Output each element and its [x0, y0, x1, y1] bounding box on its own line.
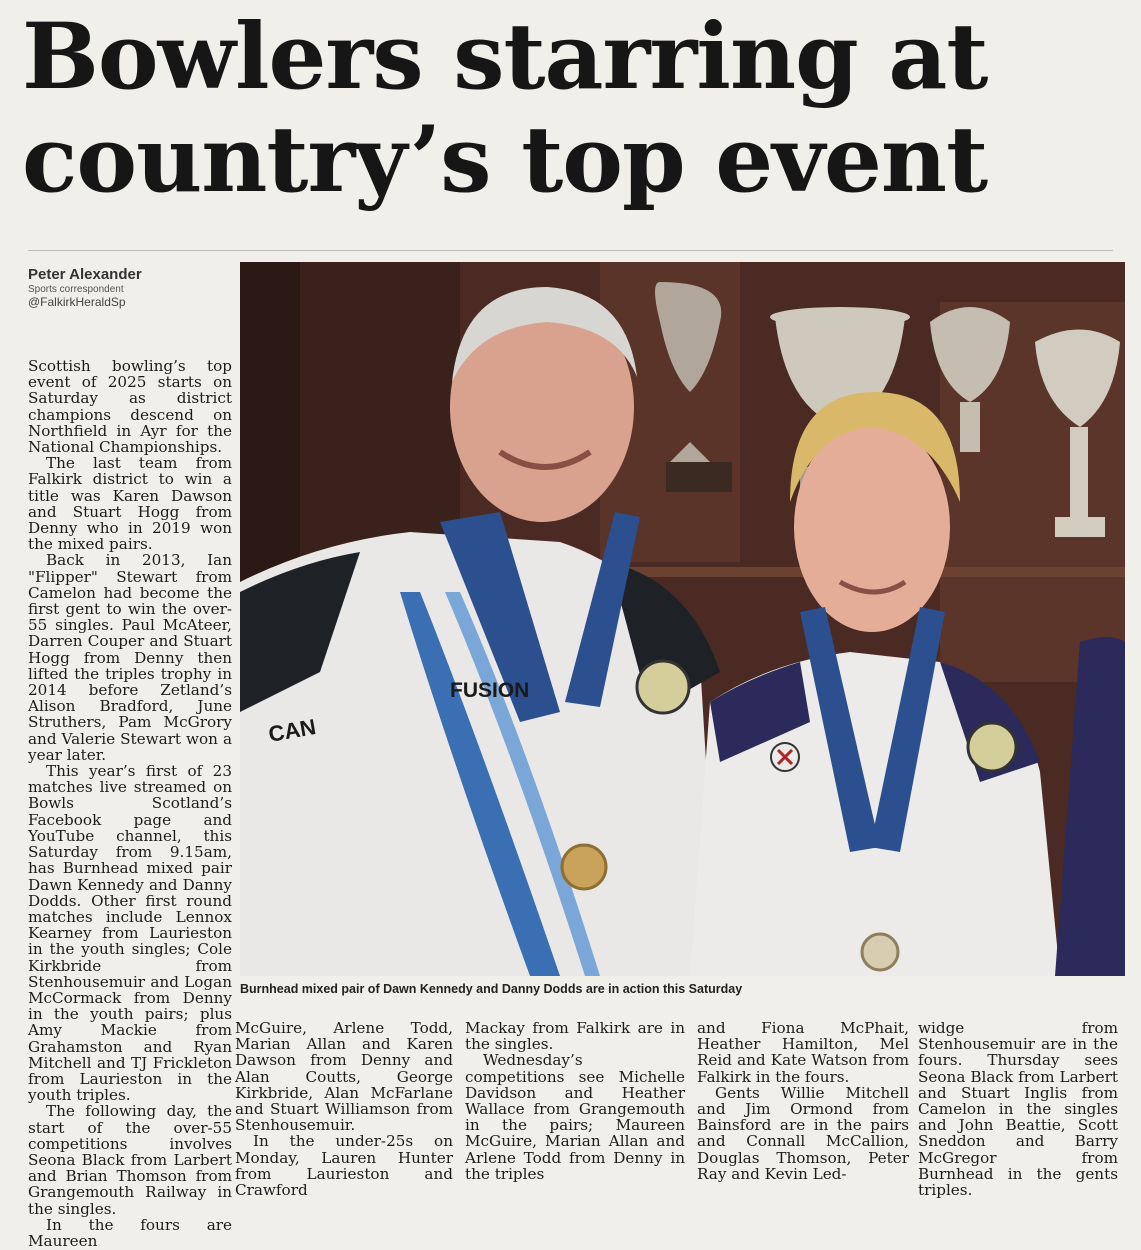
paragraph: Scottish bowling’s top event of 2025 starts on Saturday as district champions descend on Northfield in Ayr for the National Championships. [28, 357, 232, 457]
headline-divider [28, 250, 1113, 251]
article-column-4 [697, 1020, 909, 1182]
headline [22, 6, 1122, 212]
shirt-logo: FUSION [450, 679, 530, 702]
paragraph: Wednesday’s competitions see Michelle Davidson and Heather Wallace from Grangemouth in the pairs; Maureen McGuire, Marian Allan and Arlene Todd from Denny in the triples [465, 1051, 685, 1183]
paragraph: Mackay from Falkirk are in the singles. [465, 1019, 685, 1054]
article-column-5 [918, 1020, 1118, 1198]
author-role: Sports correspondent [28, 284, 124, 295]
author-handle: @FalkirkHeraldSp [28, 295, 126, 309]
photo [240, 262, 1125, 976]
paragraph: The last team from Falkirk district to win a title was Karen Dawson and Stuart Hogg from Denny who in 2019 won the mixed pairs. [28, 454, 232, 554]
paragraph: widge from Stenhousemuir are in the fours. Thursday sees Seona Black from Larbert and Stuart Inglis from Camelon in the singles and John Beattie, Scott Sneddon and Barry McGregor from Burnhead in the gents triples. [918, 1019, 1118, 1200]
article-column-1 [28, 358, 232, 1249]
paragraph: In the fours are Maureen [28, 1215, 232, 1250]
photo-caption: Burnhead mixed pair of Dawn Kennedy and Danny Dodds are in action this Saturday [240, 982, 743, 996]
paragraph: and Fiona McPhait, Heather Hamilton, Mel Reid and Kate Watson from Falkirk in the fours. [697, 1019, 909, 1086]
headline-line-1: Bowlers starring at [22, 4, 988, 110]
article-column-2 [235, 1020, 453, 1198]
byline [28, 266, 228, 309]
article-column-3 [465, 1020, 685, 1182]
sleeve-text: CAN [266, 714, 318, 747]
paragraph: Gents Willie Mitchell and Jim Ormond from Bainsford are in the pairs and Connall McCallion, Douglas Thomson, Peter Ray and Kevin Led- [697, 1083, 909, 1183]
paragraph: Back in 2013, Ian "Flipper" Stewart from Camelon had become the first gent to win the over-55 singles. Paul McAteer, Darren Couper and Stuart Hogg from Denny then lifted the triples trophy in 2014 before Zetland’s Alison Bradford, June Struthers, Pam McGrory and Valerie Stewart won a year later. [28, 551, 232, 764]
paragraph: This year’s first of 23 matches live streamed on Bowls Scotland’s Facebook page and YouTube channel, this Saturday from 9.15am, has Burnhead mixed pair Dawn Kennedy and Danny Dodds. Other first round matches include Lennox Kearney from Laurieston in the youth singles; Cole Kirkbride from Stenhousemuir and Logan McCormack from Denny in the youth pairs; plus Amy Mackie from Grahamston and Ryan Mitchell and TJ Frickleton from Laurieston in the youth triples. [28, 762, 232, 1105]
paragraph: In the under-25s on Monday, Lauren Hunter from Laurieston and Crawford [235, 1132, 453, 1200]
paragraph: McGuire, Arlene Todd, Marian Allan and Karen Dawson from Denny and Alan Coutts, George Kirkbride, Alan McFarlane and Stuart Williamson from Stenhousemuir. [235, 1019, 453, 1135]
author-name: Peter Alexander [28, 266, 142, 283]
headline-line-2: country’s top event [22, 107, 988, 213]
paragraph: The following day, the start of the over-55 competitions involves Seona Black from Larbert and Brian Thomson from Grangemouth Railway in the singles. [28, 1102, 232, 1218]
